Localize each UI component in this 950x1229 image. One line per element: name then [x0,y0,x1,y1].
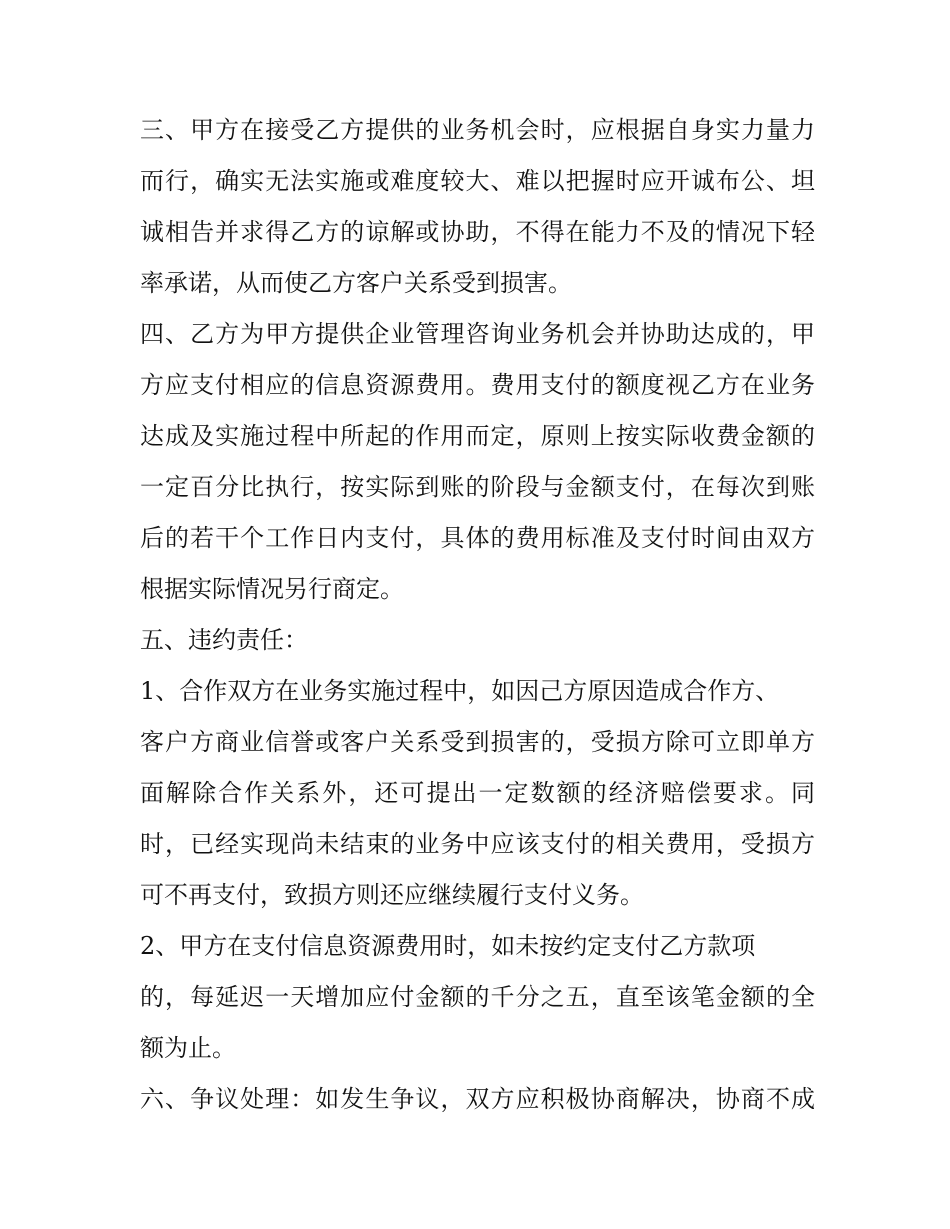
text-line: 方应支付相应的信息资源费用。费用支付的额度视乙方在业务 [140,371,815,399]
text-line: 面解除合作关系外，还可提出一定数额的经济赔偿要求。同 [140,779,815,807]
document-body [140,110,815,1130]
text-line: 达成及实施过程中所起的作用而定，原则上按实际收费金额的 [140,422,815,450]
text-line: 三、甲方在接受乙方提供的业务机会时，应根据自身实力量力 [140,116,815,144]
text-line: 根据实际情况另行商定。 [140,575,404,603]
text-line: 一定百分比执行，按实际到账的阶段与金额支付，在每次到账 [140,473,815,501]
text-line: 额为止。 [140,1034,236,1062]
text-line: 可不再支付，致损方则还应继续履行支付义务。 [140,881,644,909]
text-line: 而行，确实无法实施或难度较大、难以把握时应开诚布公、坦 [140,167,815,195]
text-line: 时，已经实现尚未结束的业务中应该支付的相关费用，受损方 [140,830,815,858]
text-line: 1、合作双方在业务实施过程中，如因己方原因造成合作方、 [140,677,780,705]
section-heading: 五、违约责任： [140,626,308,654]
text-line: 客户方商业信誉或客户关系受到损害的，受损方除可立即单方 [140,728,815,756]
text-line: 六、争议处理：如发生争议，双方应积极协商解决，协商不成 [140,1085,815,1113]
text-line: 率承诺，从而使乙方客户关系受到损害。 [140,269,572,297]
text-line: 后的若干个工作日内支付，具体的费用标准及支付时间由双方 [140,524,815,552]
text-line: 四、乙方为甲方提供企业管理咨询业务机会并协助达成的，甲 [140,320,815,348]
text-line: 的，每延迟一天增加应付金额的千分之五，直至该笔金额的全 [140,983,815,1011]
text-line: 2、甲方在支付信息资源费用时，如未按约定支付乙方款项 [140,932,756,960]
text-line: 诚相告并求得乙方的谅解或协助，不得在能力不及的情况下轻 [140,218,815,246]
